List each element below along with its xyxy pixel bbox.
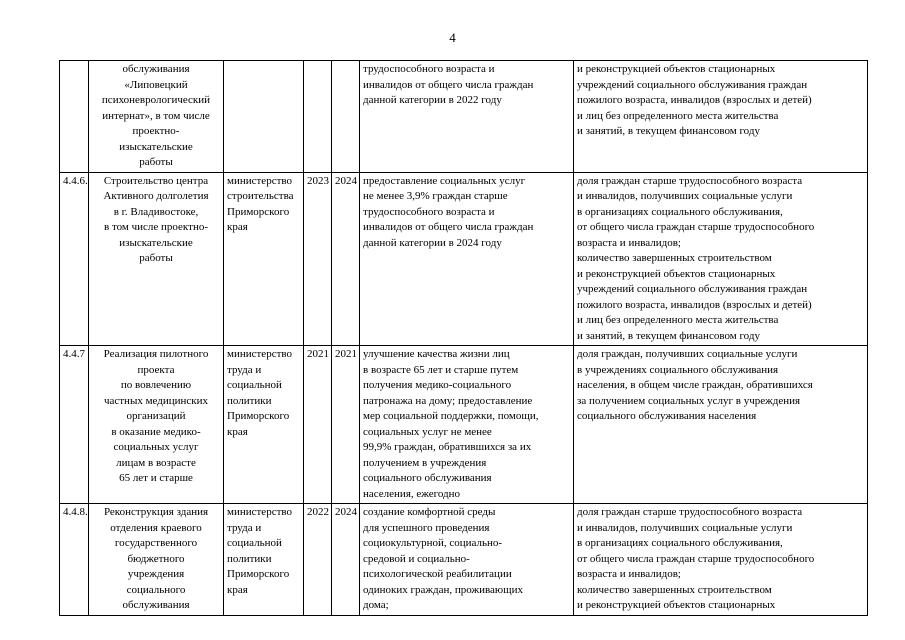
measure-name-cell: Реализация пилотного проекта по вовлечению частных медицинских организаций в оказание медико- социальных услуг лицам в возрасте 65 лет и старше xyxy=(89,346,224,504)
table-row xyxy=(60,172,868,346)
executor-cell: министерство строительства Приморского края xyxy=(224,172,304,346)
measure-name-cell: Реконструкция здания отделения краевого государственного бюджетного учреждения социального обслуживания xyxy=(89,504,224,616)
indicator-cell: доля граждан, получивших социальные услуги в учреждениях социального обслуживания населения, в общем числе граждан, обратившихся за получением социальных услуг в учреждения социального обслуживания населения xyxy=(574,346,868,504)
table-row xyxy=(60,504,868,616)
executor-cell: министерство труда и социальной политики Приморского края xyxy=(224,504,304,616)
expected-result-cell: улучшение качества жизни лиц в возрасте 65 лет и старше путем получения медико-социального патронажа на дому; предоставление мер социальной поддержки, помощи, социальных услуг не менее 99,9% граждан, обратившихся за их получением в учреждения социального обслуживания населения, ежегодно xyxy=(360,346,574,504)
executor-cell: министерство труда и социальной политики Приморского края xyxy=(224,346,304,504)
table-row xyxy=(60,61,868,173)
end-year-cell: 2024 xyxy=(332,504,360,616)
row-number-cell: 4.4.7 xyxy=(60,346,89,504)
expected-result-cell: трудоспособного возраста и инвалидов от общего числа граждан данной категории в 2022 году xyxy=(360,61,574,173)
executor-cell xyxy=(224,61,304,173)
page-number: 4 xyxy=(449,30,456,45)
start-year-cell: 2022 xyxy=(304,504,332,616)
start-year-cell: 2023 xyxy=(304,172,332,346)
start-year-cell: 2021 xyxy=(304,346,332,504)
end-year-cell xyxy=(332,61,360,173)
indicator-cell: доля граждан старше трудоспособного возраста и инвалидов, получивших социальные услуги в организациях социального обслуживания, от общего числа граждан старше трудоспособного возраста и инвалидов; количество завершенных строительством и реконструкцией объектов стационарных xyxy=(574,504,868,616)
table-row xyxy=(60,346,868,504)
measure-name-cell: обслуживания «Липовецкий психоневрологический интернат», в том числе проектно- изыскательские работы xyxy=(89,61,224,173)
program-measures-table xyxy=(59,60,868,616)
expected-result-cell: предоставление социальных услуг не менее 3,9% граждан старше трудоспособного возраста и инвалидов от общего числа граждан данной категории в 2024 году xyxy=(360,172,574,346)
measure-name-cell: Строительство центра Активного долголетия в г. Владивостоке, в том числе проектно- изыскательские работы xyxy=(89,172,224,346)
row-number-cell xyxy=(60,61,89,173)
row-number-cell: 4.4.6. xyxy=(60,172,89,346)
end-year-cell: 2021 xyxy=(332,346,360,504)
indicator-cell: доля граждан старше трудоспособного возраста и инвалидов, получивших социальные услуги в организациях социального обслуживания, от общего числа граждан старше трудоспособного возраста и инвалидов; количество завершенных строительством и реконструкцией объектов стационарных учреждений социального обслуживания граждан пожилого возраста, инвалидов (взрослых и детей) и лиц без определенного места жительства и занятий, в текущем финансовом году xyxy=(574,172,868,346)
row-number-cell: 4.4.8. xyxy=(60,504,89,616)
start-year-cell xyxy=(304,61,332,173)
indicator-cell: и реконструкцией объектов стационарных учреждений социального обслуживания граждан пожилого возраста, инвалидов (взрослых и детей) и лиц без определенного места жительства и занятий, в текущем финансовом году xyxy=(574,61,868,173)
expected-result-cell: создание комфортной среды для успешного проведения социокультурной, социально- средовой и социально- психологической реабилитации одиноких граждан, проживающих дома; xyxy=(360,504,574,616)
end-year-cell: 2024 xyxy=(332,172,360,346)
